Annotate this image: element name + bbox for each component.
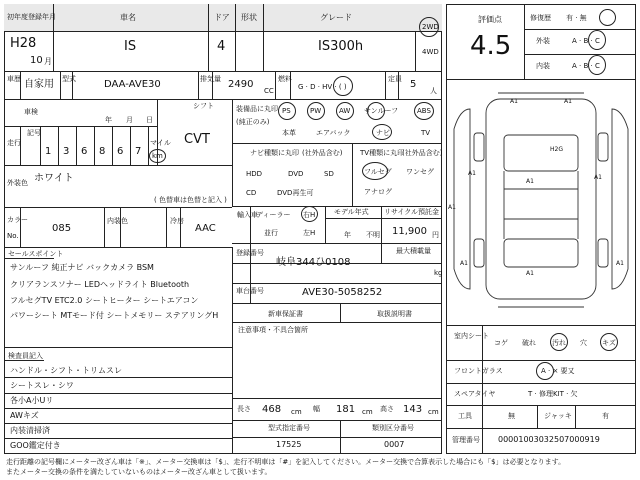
wheel-front-right [598,133,608,161]
mileage-digit-1: 1 [45,146,52,157]
shift-value: CVT [184,132,210,147]
vehicle-use: 自家用 [24,79,54,90]
type-label: 型式 [62,75,76,83]
inspector-label: 検査員記入 [8,352,43,360]
score-label: 評価点 [478,15,502,24]
mgmt-number: 00001003032507000919 [498,435,600,444]
inspection-label: 車検 [24,108,38,116]
inspector-line-4: AWキズ [10,411,39,420]
width-label: 幅 [313,405,320,413]
drive-2wd: 2WD [422,23,439,31]
jack-value: 有 [602,412,609,420]
caution-label: 注意事項・不具合箇所 [238,326,308,334]
chassis-number: AVE30-5058252 [302,287,383,298]
spare-tire-options: T · 修理KIT · 欠 [528,390,578,398]
inspection-month: 月 [126,116,133,124]
jack-label: ジャッキ [544,412,572,420]
month-unit: 月 [44,57,52,66]
damage-mark-9: A1 [616,260,624,267]
seat-stain: 汚れ [552,339,566,347]
model-year-unknown: 不明 [366,231,380,239]
equip-abs: ABS [417,107,431,115]
navi-hdd: HDD [246,170,263,178]
owner-manual: 取扱説明書 [377,310,412,318]
height-value: 143 [403,404,423,415]
footer-note-2: またメーター交換の条件を満たしていないものはメーター改ざん車として扱います。 [6,468,272,476]
length-value: 468 [262,404,282,415]
mgmt-label: 管理番号 [452,436,480,444]
kg-unit: kg [434,269,443,277]
wheel-rear-right [598,239,608,267]
shift-label: シフト [193,102,214,110]
mileage-digit-4: 8 [99,146,106,157]
import-label: 輸入車 [237,211,258,219]
sales-line-3: フルセグTV ETC2.0 シートヒーター シートエアコン [10,296,199,305]
exterior-grade-options: A · B · C [572,37,600,45]
car-name-label: 車名 [120,13,136,22]
exterior-b-circle [588,30,606,50]
drive-4wd: 4WD [422,48,439,56]
score-value: 4.5 [470,31,512,61]
wheel-front-left [474,133,484,161]
damage-mark-8: A1 [460,260,468,267]
width-unit: cm [362,408,373,416]
sales-line-2: クリアランスソナー LEDヘッドライト Bluetooth [10,280,190,289]
first-reg-month: 10 [30,55,43,66]
wheel-rear-left [474,239,484,267]
recycle-value: 11,900 [392,226,427,237]
equipment-title: 装備品に丸印 [236,105,278,113]
equip-navi: ナビ [376,129,390,137]
navi-subtitle: (社外品含む) [302,149,343,157]
seat-tear: 破れ [522,339,536,347]
capacity-label: 定員 [388,75,402,83]
navi-dvd: DVD [288,170,304,178]
damage-mark-4: A1 [594,174,602,181]
handle-left: 左H [303,229,316,237]
capacity: 5 [410,79,417,90]
equip-airbag: エアバック [316,129,351,137]
tv-oneseg: ワンセグ [406,168,434,176]
recycle-label: リサイクル預託金 [384,208,440,216]
category-value: 0007 [384,440,405,449]
damage-mark-3: A1 [468,170,476,177]
inspection-day: 日 [146,116,153,124]
max-load-label: 最大積載量 [396,247,431,255]
fuel-label: 燃料 [278,75,292,83]
equipment-subtitle: (純正のみ) [236,118,270,126]
equip-pw: PW [310,107,322,115]
interior-color-label: 内装色 [107,217,128,225]
exterior-color-label: 外装色 [7,179,28,187]
navi-cd: CD [246,189,257,197]
category-label: 類別区分番号 [372,424,414,432]
cert-label: 型式指定番号 [268,424,310,432]
inspector-line-2: シートスレ・シワ [10,381,74,390]
capacity-unit: 人 [430,87,437,95]
interior-grade-label: 内装 [536,62,550,70]
first-reg-label: 初年度登録年月 [7,13,56,21]
interior-b-circle [588,55,606,75]
equip-ps: PS [282,107,291,115]
inspector-line-6: GOO鑑定付き [10,441,61,450]
tools-value: 無 [508,412,515,420]
plate-number: 岐阜344ひ0108 [276,257,351,268]
grade: IS300h [318,39,364,54]
recycle-unit: 円 [432,231,439,239]
import-dealer: ディーラー [256,211,291,219]
equip-leather: 本革 [282,129,296,137]
width-value: 181 [336,404,356,415]
mileage-digit-5: 6 [117,146,124,157]
grade-label: グレード [320,13,352,22]
height-label: 高さ [380,405,394,413]
cooler-label: 冷房 [170,217,184,225]
cert-value: 17525 [276,440,302,449]
inspection-year: 年 [105,116,112,124]
tools-label: 工具 [458,412,472,420]
footer-note-1: 走行距離の記号欄にメーター改ざん車は「※」、メーター交換車は「$」、走行不明車は「#」を記入してください。メーター交換で合算表示した場合にも「$」は必要となります。 [6,458,566,466]
damage-mark-2: A1 [564,98,572,105]
displacement: 2490 [228,79,254,90]
model-year-label: モデル年式 [334,208,369,216]
model-year-year: 年 [344,231,351,239]
inspector-line-3: 各小A小Uリ [10,396,54,405]
windshield-shape [504,135,578,171]
navi-dvd-play: DVD再生可 [277,189,314,197]
repair-history-options: 有 · 無 [566,14,587,22]
equip-aw: AW [339,107,351,115]
navi-title: ナビ種類に丸印 [250,149,299,157]
mileage-digit-6: 7 [135,146,142,157]
inspector-line-5: 内装清掃済 [10,426,50,435]
chassis-label: 車台番号 [236,287,264,295]
interior-seat-label: 室内シート [454,332,489,340]
tv-fullseg: フルセグ [364,168,392,176]
cc-unit: CC [264,87,274,95]
tv-title: TV種類に丸印 [360,149,405,157]
length-label: 長さ [237,405,251,413]
seat-burn: コゲ [494,339,508,347]
plate-label: 登録番号 [236,249,264,257]
car-body-outline [486,99,596,299]
repair-history-label: 修復歴 [530,14,551,22]
seat-scratch: キズ [602,339,616,347]
model-shape-label: 形状 [241,13,257,22]
damage-mark-6: A1 [526,178,534,185]
car-damage-diagram [446,79,636,325]
windshield-options: A · × 要又 [541,367,575,375]
tv-subtitle: (社外品含む) [402,149,443,157]
fuel-hv-circle [333,76,353,96]
interior-grade-options: A · B · C [572,62,600,70]
door-label: ドア [214,13,230,22]
sales-line-4: パワーシート MTモード付 シートメモリー ステアリングH [10,311,219,320]
equip-sunroof: サンルーフ [364,107,399,115]
cooler: AAC [195,223,216,234]
displacement-label: 排気量 [200,75,221,83]
spare-tire-label: スペアタイヤ [454,390,496,398]
tv-analog: アナログ [364,188,392,196]
rear-window-shape [504,239,578,267]
sales-points-label: セールスポイント [8,250,64,258]
exterior-color: ホワイト [34,173,74,184]
damage-mark-10: H2G [550,146,563,153]
mileage-digits-label: 記号 [27,129,41,137]
door-count: 4 [217,39,226,54]
vehicle-history-label: 車歴 [7,75,21,83]
equip-tv: TV [421,129,431,137]
color-number: 085 [52,223,72,234]
seat-hole: 穴 [580,339,587,347]
new-warranty: 新車保証書 [268,310,303,318]
sales-line-1: サンルーフ 純正ナビ バックカメラ BSM [10,263,154,272]
import-parallel: 並行 [264,229,278,237]
handle-right: 右H [303,211,316,219]
model-code: DAA-AVE30 [104,79,161,90]
mileage-digit-2: 3 [63,146,70,157]
color-label: カラー [7,216,28,224]
mileage-unit: km [152,152,163,160]
first-reg-year: H28 [10,36,37,51]
windshield-label: フロントガラス [454,367,503,375]
length-unit: cm [291,408,302,416]
damage-mark-7: A1 [526,270,534,277]
color-no-label: No. [7,232,19,240]
car-name: IS [124,39,137,54]
exterior-grade-label: 外装 [536,37,550,45]
mileage-mile: マイル [150,139,171,147]
damage-mark-1: A1 [510,98,518,105]
damage-mark-5: A1 [448,204,456,211]
navi-sd: SD [324,170,334,178]
exterior-color-note: ( 色替車は色替と記入 ) [154,196,227,204]
mileage-digit-3: 6 [81,146,88,157]
mileage-label: 走行 [7,139,21,147]
inspector-line-1: ハンドル・シフト・トリムスレ [10,366,122,375]
repair-none-circle [599,9,616,26]
height-unit: cm [428,408,439,416]
fuel-options: G · D · HV · ( ) [298,83,347,91]
